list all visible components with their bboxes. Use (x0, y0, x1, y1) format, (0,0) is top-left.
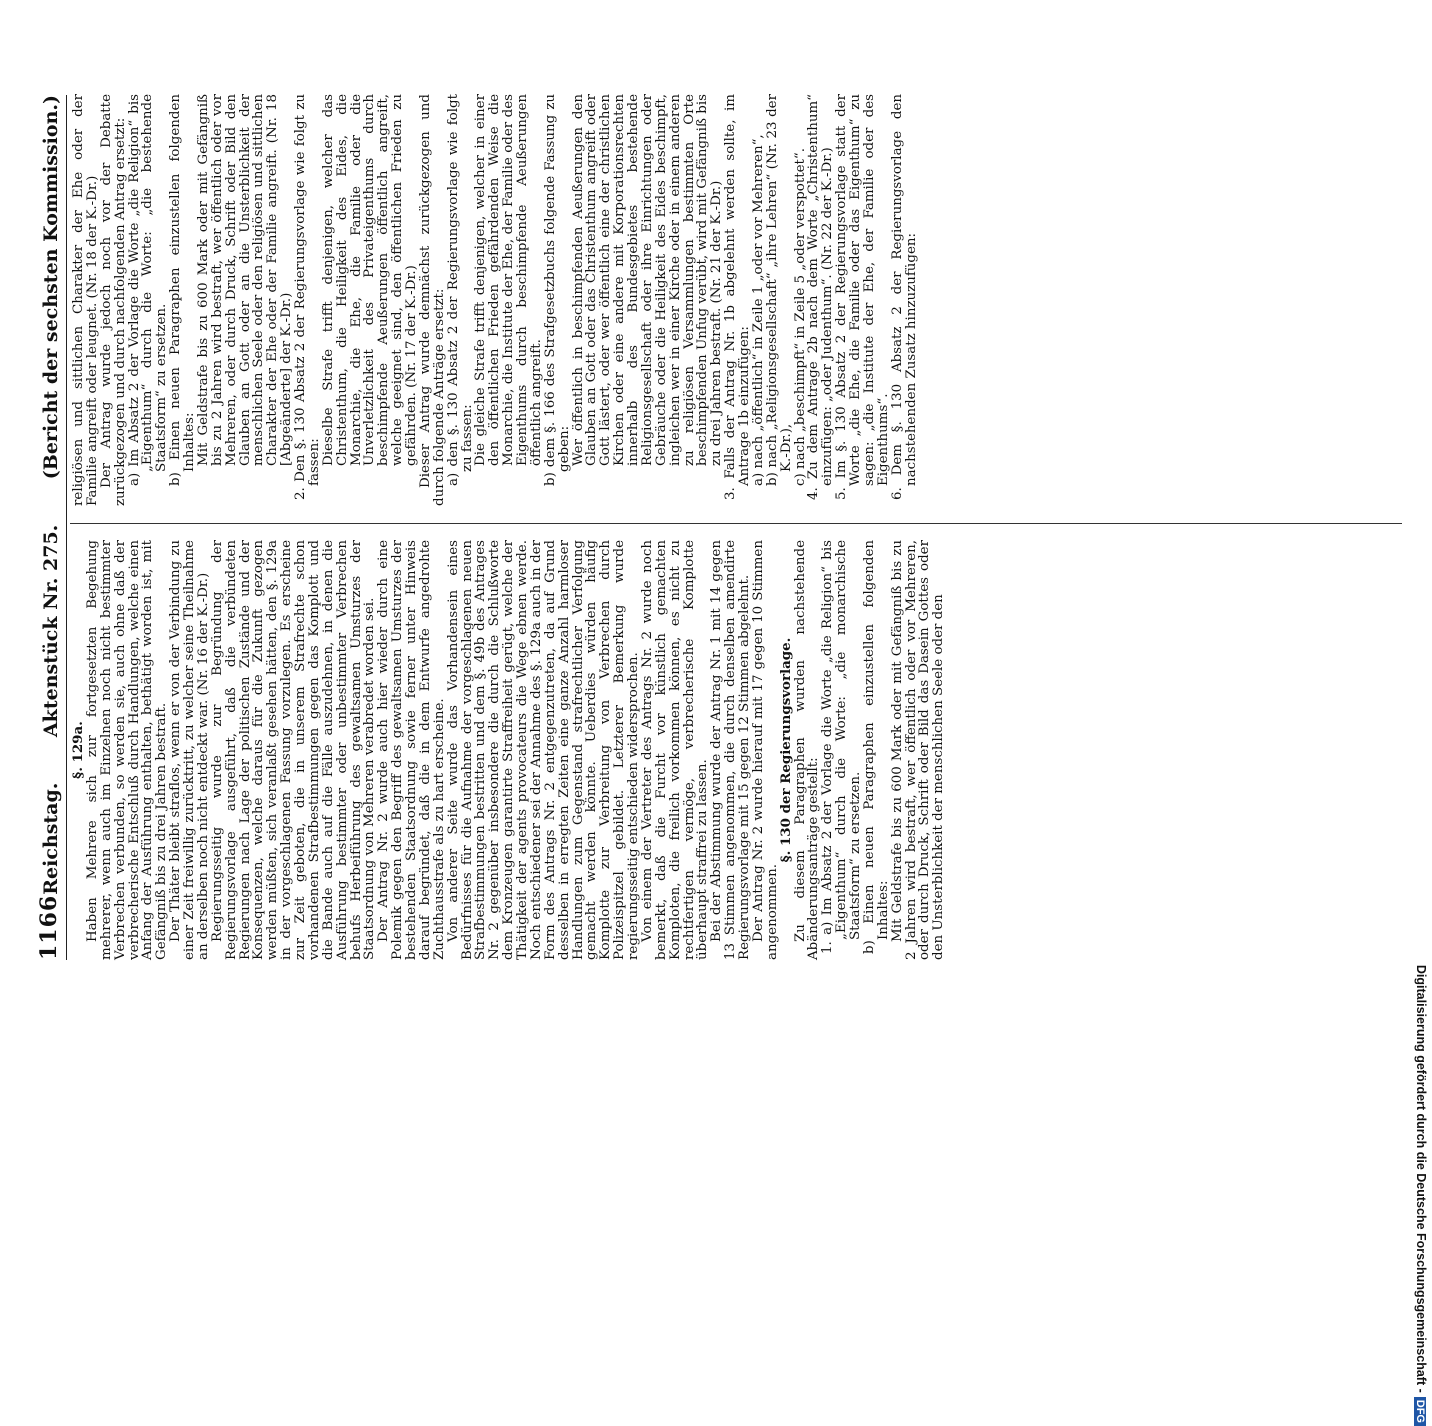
left-column-paragraph: b) Einen neuen Paragraphen einzustellen folgenden Inhaltes: (861, 540, 891, 954)
credit-text: Digitalisierung gefördert durch die Deutsche Forschungsgemeinschaft - (1414, 964, 1428, 1393)
left-column-paragraph: §. 130 der Regierungsvorlage. (777, 637, 794, 863)
right-column-paragraph: religiösen und sittlichen Charakter der Ehe oder der Familie angreift oder leugnet. (Nr. 18 der K.-Dr.) (71, 94, 100, 506)
right-column-paragraph: Wer öffentlich in beschimpfenden Aeußerungen den Glauben an Gott oder das Christenthum angreift oder Gott lästert, oder wer öffentlich eine der christlichen Kirchen oder eine andere mit Korporationsrechten innerhalb des Bundesgebietes bestehende Religionsgesellschaft oder ihre Einrichtungen oder Gebräuche oder die Heiligkeit des Eides beschimpft, ingleichen wer in einer Kirche oder in einem anderen zu religiösen Versammlungen bestimmten Orte beschimpfenden Unfug verübt, wird mit Gefängniß bis zu drei Jahren bestraft. (Nr. 21 der K.-Dr.) (570, 94, 725, 466)
right-column-paragraph: a) Im Absatz 2 der Vorlage die Worte „die Religion“ bis „Eigenthum“ durch die Worte: „die bestehende Staatsform“ zu ersetzen. (126, 94, 170, 486)
right-column-paragraph: b) dem §. 166 des Strafgesetzbuchs folgende Fassung zu geben: (542, 94, 572, 486)
header-title: Aktenstück Nr. 275. (40, 524, 62, 738)
left-column (72, 540, 1402, 960)
column-divider (70, 523, 1402, 524)
right-column-paragraph: a) nach „öffentlich“ in Zeile 1 „oder vor Mehreren“, (750, 134, 766, 486)
right-column (72, 94, 1402, 506)
left-column-paragraph: Haben Mehrere sich zur fortgesetzten Begehung mehrerer, wenn auch im Einzelnen noch nicht bestimmter Verbrechen verbunden, so werden sie, auch ohne daß der verbrecherische Entschluß durch Handlungen, welche einen Anfang der Ausführung enthalten, bethätigt worden ist, mit Gefängniß bis zu drei Jahren bestraft. (84, 540, 170, 960)
right-column-paragraph: 4. Zu dem Antrage 2b nach dem Worte „Christenthum“ einzufügen: „oder Judenthum“. (Nr. 22 der K.-Dr.) (806, 94, 836, 500)
header-left: Reichstag. (40, 782, 62, 895)
right-column-paragraph: 5. Im §. 130 Absatz 2 der Regierungsvorlage statt der Worte „die Ehe, die Familie oder das Eigenthum“ zu sagen: „die Institute der Ehe, der Familie oder des Eigenthums“. (834, 94, 891, 500)
left-column-paragraph: Bei der Abstimmung wurde der Antrag Nr. 1 mit 14 gegen 13 Stimmen angenommen, die durch denselben amendirte Regierungsvorlage mit 15 gegen 12 Stimmen abgelehnt. (709, 540, 752, 960)
left-column-paragraph: Zu diesem Paragraphen wurden nachstehende Abänderungsanträge gestellt: (792, 540, 822, 960)
left-column-paragraph: Von einem der Vertreter des Antrags Nr. 2 wurde noch bemerkt, daß die Furcht vor künstlich gemachten Komploten, die freilich vorkommen können, es nicht zu rechtfertigen vermöge, verbrecherische Komplotte überhaupt straffrei zu lassen. (639, 540, 711, 960)
digitization-credit-strip (1402, 6, 1428, 1426)
right-column-paragraph: Mit Geldstrafe bis zu 600 Mark oder mit Gefängniß bis zu 2 Jahren wird bestraft, wer öffentlich oder vor Mehreren, oder durch Druck, Schrift oder Bild den Glauben an Gott oder an die Unsterblichkeit der menschlichen Seele oder den religiösen und sittlichen Charakter der Ehe oder der Familie angreift. (Nr. 18 [Abgeänderte] der K.-Dr.) (195, 94, 295, 466)
right-column-paragraph: Die gleiche Strafe trifft denjenigen, welcher in einer den öffentlichen Frieden gefährdenden Weise die Monarchie, die Institute der Ehe, der Familie oder des Eigenthums durch beschimpfende Aeußerungen öffentlich angreift. (473, 94, 544, 466)
right-column-paragraph: c) nach „beschimpft“ in Zeile 5 „oder verspottet“. (792, 147, 808, 486)
left-column-paragraph: Von anderer Seite wurde das Vorhandensein eines Bedürfnisses für die Aufnahme der vorgeschlagenen neuen Strafbestimmungen bestritten und dem §. 49b des Antrages Nr. 2 gegenüber insbesondere die durch die Schlußworte dem Kronzeugen garantirte Straffreiheit gerügt, welche der Thätigkeit der agents provocateurs die Wege ebnen werde. Noch entschiedener sei der Annahme des §. 129a auch in der Form des Antrags Nr. 2 entgegenzutreten, da auf Grund desselben in erregten Zeiten eine ganze Anzahl harmloser Handlungen zum Gegenstand strafrechtlicher Verfolgung gemacht werden könnte. Ueberdies würden häufig Komplotte zur Verbreitung von Verbrechen durch Polizeispitzel gebildet. Letzterer Bemerkung wurde regierungsseitig entschieden widersprochen. (445, 540, 641, 960)
left-column-paragraph: Mit Geldstrafe bis zu 600 Mark oder mit Gefängniß bis zu 2 Jahren wird bestraft, wer öffentlich oder vor Mehreren, oder durch Druck, Schrift oder Bild das Dasein Gottes oder den Unsterblichkeit der menschlichen Seele oder den (889, 540, 947, 960)
header-right: (Bericht der sechsten Kommission.) (40, 95, 62, 480)
right-column-paragraph: b) Einen neuen Paragraphen einzustellen folgenden Inhaltes: (168, 94, 197, 486)
left-column-paragraph: Regierungsseitig wurde zur Begründung der Regierungsvorlage ausgeführt, daß die verbündeten Regierungen nach Lage der politischen Zustände und der Konsequenzen, welche daraus für die Zukunft gezogen werden müßten, sich veranlaßt gesehen hätten, den §. 129a in der vorgeschlagenen Fassung vorzulegen. Es erscheine zur Zeit geboten, die in unserem Strafrechte schon vorhandenen Strafbestimmungen gegen das Komplott und die Bande auch auf die Fälle auszudehnen, in denen die Ausführung bestimmter oder unbestimmter Verbrechen behufs Herbeiführung des gewaltsamen Umsturzes der Staatsordnung von Mehreren verabredet worden sei. (209, 540, 378, 960)
right-column-paragraph: b) nach „Religionsgesellschaft“ „ihre Lehren“ (Nr. 23 der K.-Dr.), (764, 94, 794, 486)
right-column-paragraph: 3. Falls der Antrag Nr. 1b abgelehnt werden sollte, im Antrage 1b einzufügen: (723, 94, 752, 500)
dfg-logo: DFG (1414, 1397, 1426, 1426)
left-column-paragraph: 1. a) Im Absatz 2 der Vorlage die Worte „die Religion“ bis „Eigenthum“ durch die Worte: „die monarchische Staatsform“ zu ersetzen. (820, 540, 863, 954)
right-column-paragraph: a) den §. 130 Absatz 2 der Regierungsvorlage wie folgt zu fassen: (445, 94, 475, 486)
left-column-paragraph: Der Thäter bleibt straflos, wenn er von der Verbindung zu einer Zeit freiwillig zurücktritt, zu welcher seine Theilnahme an derselben noch nicht entdeckt war. (Nr. 16 der K.-Dr.) (168, 540, 211, 960)
left-column-paragraph: Der Antrag Nr. 2 wurde hierauf mit 17 gegen 10 Stimmen angenommen. (750, 540, 780, 960)
right-column-paragraph: Dieser Antrag wurde demnächst zurückgezogen und durch folgende Anträge ersetzt: (417, 94, 447, 506)
right-column-paragraph: Der Antrag wurde jedoch noch vor der Debatte zurückgezogen und durch nachfolgenden Antrag ersetzt: (98, 94, 128, 506)
page-number: 1166 (36, 894, 62, 960)
right-column-paragraph: 2. Den §. 130 Absatz 2 der Regierungsvorlage wie folgt zu fassen: (293, 94, 322, 500)
left-column-paragraph: Der Antrag Nr. 2 wurde auch hier wieder durch eine Polemik gegen den Begriff des gewaltsamen Umsturzes der bestehenden Staatsordnung sowie ferner unter Hinweis darauf begründet, daß die in dem Entwurfe angedrohte Zuchthausstrafe als zu hart erscheine. (376, 540, 447, 960)
right-column-paragraph: 6. Dem §. 130 Absatz 2 der Regierungsvorlage den nachstehenden Zusatz hinzuzufügen: (889, 94, 919, 500)
right-column-paragraph: Dieselbe Strafe trifft denjenigen, welcher das Christenthum, die Heiligkeit des Eides, die Monarchie, die Ehe, die Familie oder die Unverletzlichkeit des Privateigenthums durch beschimpfende Aeußerungen öffentlich angreift, welche geeignet sind, den öffentlichen Frieden zu gefährden. (Nr. 17 der K.-Dr.) (320, 94, 419, 466)
left-column-paragraph: §. 129a. (70, 721, 86, 779)
page-header (22, 95, 67, 960)
